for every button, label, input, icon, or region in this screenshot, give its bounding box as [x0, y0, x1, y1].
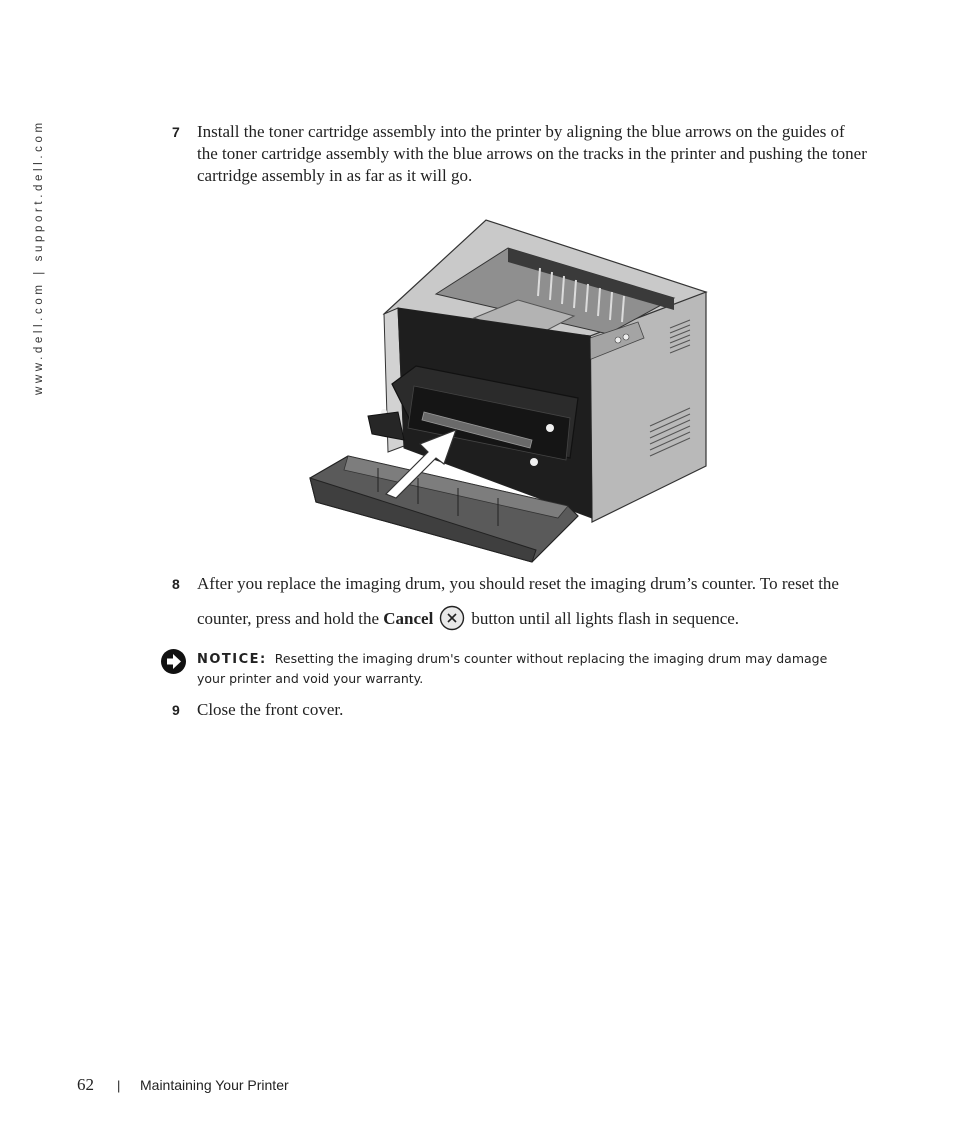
- footer-title: Maintaining Your Printer: [140, 1077, 289, 1093]
- page-footer: [0, 1075, 954, 1099]
- notice-label: NOTICE:: [197, 652, 267, 667]
- notice-arrow-icon: [160, 648, 187, 675]
- step-text-before: After you replace the imaging drum, you should reset the imaging drum’s counter. To reset the counter, press and hold the: [197, 574, 839, 628]
- notice-text: Resetting the imaging drum's counter without replacing the imaging drum may damage your printer and void your warranty.: [197, 651, 828, 686]
- cancel-label: Cancel: [383, 609, 434, 628]
- footer-separator: |: [117, 1078, 121, 1093]
- notice-body: [197, 649, 857, 688]
- sidebar-url: www.dell.com | support.dell.com: [33, 119, 45, 395]
- step-text: Install the toner cartridge assembly into the printer by aligning the blue arrows on the guides of the toner cartridge assembly with the blue arrows on the tracks in the printer and pushing the toner cartridge assembly in as far as it will go.: [197, 122, 867, 185]
- cancel-x-icon: [439, 605, 465, 631]
- step-text: [197, 566, 867, 636]
- step-number: 8: [172, 576, 180, 592]
- step-text: Close the front cover.: [197, 700, 344, 719]
- step-text-after: button until all lights flash in sequence.: [471, 609, 740, 628]
- page-number: 62: [77, 1075, 94, 1094]
- step-number: 7: [172, 124, 180, 140]
- step-number: 9: [172, 702, 180, 718]
- printer-illustration: [308, 216, 710, 566]
